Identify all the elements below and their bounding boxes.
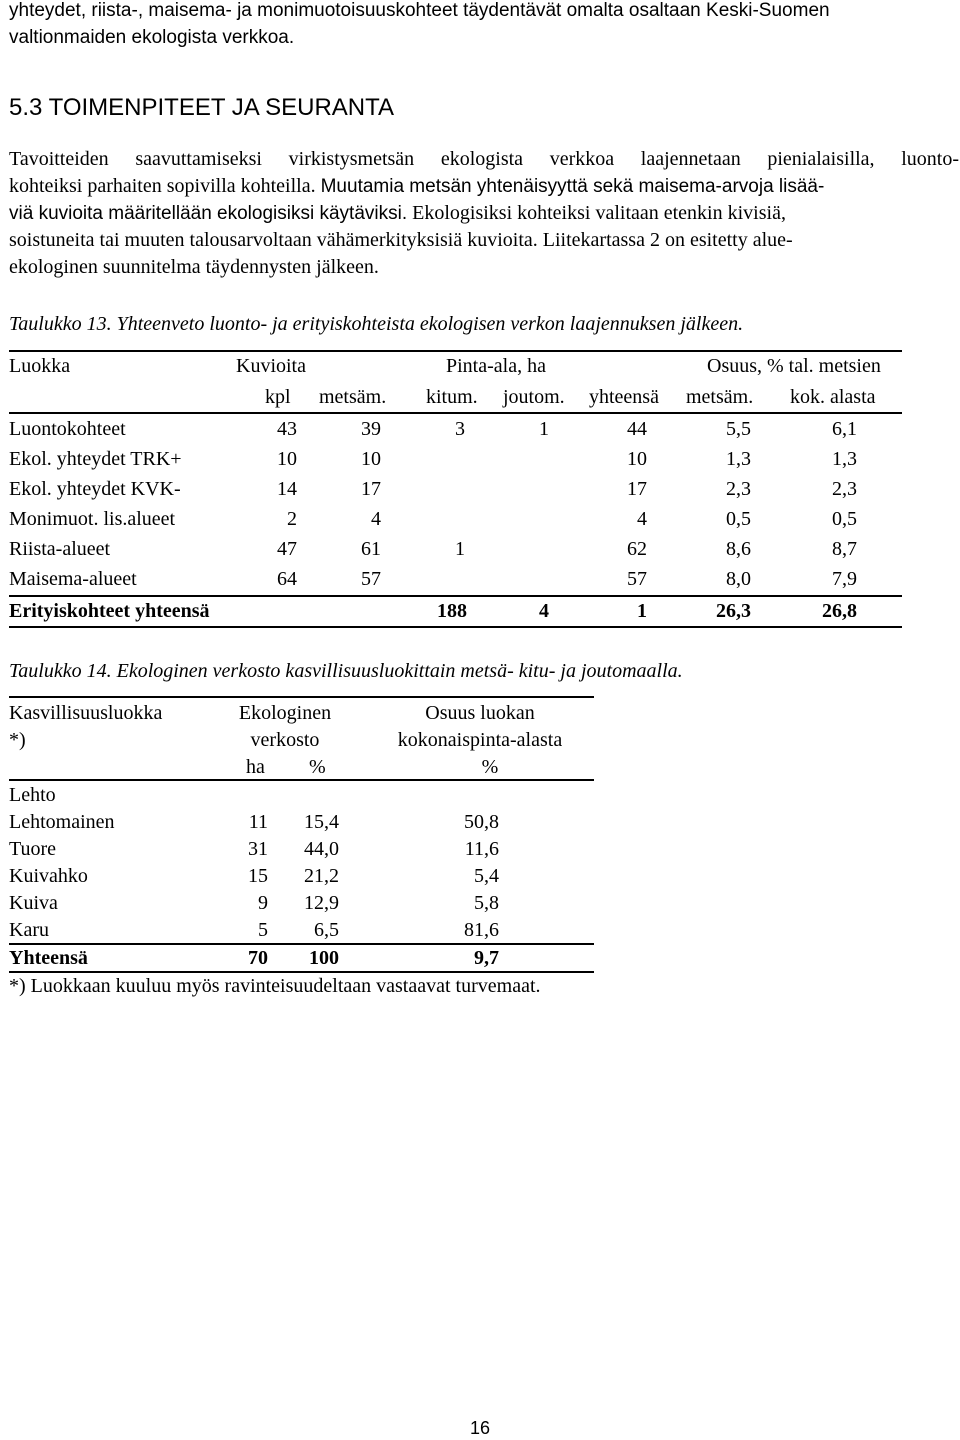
table13-cell-osuus-kok: 1,3 [832, 448, 857, 470]
table13-cell-osuus-kok: 7,9 [832, 568, 857, 590]
table13-cell-kpl: 2 [287, 508, 297, 530]
table13-caption: Taulukko 13. Yhteenveto luonto- ja erityiskohteista ekologisen verkon laajennuksen jälkeen. [9, 313, 744, 335]
table14-caption: Taulukko 14. Ekologinen verkosto kasvillisuusluokittain metsä- kitu- ja joutomaalla. [9, 660, 683, 682]
table13-cell-kpl: 64 [277, 568, 297, 590]
table13-cell-osuus-metsam: 5,5 [726, 418, 751, 440]
table13-header-joutom: joutom. [503, 386, 565, 408]
table13-row-name: Ekol. yhteydet TRK+ [9, 448, 182, 470]
paragraph-line: ekologinen suunnitelma täydennysten jälkeen. [9, 256, 379, 278]
table13-header-luokka: Luokka [9, 355, 71, 377]
table13-cell-kitum: 1 [455, 538, 465, 560]
table13-cell-osuus-metsam: 1,3 [726, 448, 751, 470]
table14-cell-pct: 21,2 [304, 865, 339, 887]
table14-total-osuus: 9,7 [474, 947, 499, 969]
table13-bottom-rule [9, 626, 902, 628]
table14-bottom-rule [9, 971, 594, 973]
table14-row-name: Tuore [9, 838, 57, 860]
intro-line: yhteydet, riista-, maisema- ja monimuotoisuuskohteet täydentävät omalta osaltaan Keski-Suomen [9, 0, 830, 21]
table14-cell-ha: 11 [248, 811, 268, 833]
table14-footnote: *) Luokkaan kuuluu myös ravinteisuudeltaan vastaavat turvemaat. [9, 975, 541, 997]
table13-cell-osuus-metsam: 8,6 [726, 538, 751, 560]
table13-cell-metsam: 10 [361, 448, 381, 470]
table14-header-kokonaispinta-ala: kokonaispinta-alasta [397, 729, 563, 751]
table13-cell-osuus-kok: 6,1 [832, 418, 857, 440]
table13-row-name: Maisema-alueet [9, 568, 137, 590]
page-number: 16 [470, 1418, 491, 1438]
table13-cell-metsam: 61 [361, 538, 381, 560]
table14-header-pct: % [309, 756, 326, 778]
table14-header-kasvillisuusluokka: Kasvillisuusluokka [9, 702, 163, 724]
table13-row-name: Luontokohteet [9, 418, 126, 440]
table14-header-osuus-pct: % [481, 756, 499, 778]
table13-cell-joutom: 1 [539, 418, 549, 440]
table14-cell-osuus: 11,6 [464, 838, 499, 860]
table13-cell-yht: 10 [627, 448, 647, 470]
table13-header-pinta-ala: Pinta-ala, ha [446, 355, 546, 377]
table14-total-rule [9, 943, 594, 945]
table14-cell-osuus: 50,8 [464, 811, 499, 833]
table13-cell-kpl: 47 [277, 538, 297, 560]
table14-cell-pct: 44,0 [304, 838, 339, 860]
table13-top-rule [9, 350, 902, 352]
table13-total-joutom: 1 [637, 600, 647, 622]
table14-header-rule [9, 779, 594, 781]
table14-cell-osuus: 5,4 [474, 865, 499, 887]
table14-header-osuus-luokan: Osuus luokan [425, 702, 535, 724]
table13-header-rule [9, 412, 902, 414]
table14-cell-pct: 15,4 [304, 811, 339, 833]
table14-total-pct: 100 [309, 947, 339, 969]
table14-cell-ha: 5 [258, 919, 268, 941]
table13-header-kitum: kitum. [426, 386, 478, 408]
table14-header-ha: ha [246, 756, 265, 778]
table13-cell-kpl: 43 [277, 418, 297, 440]
table13-cell-osuus-kok: 2,3 [832, 478, 857, 500]
table14-header-ekologinen: Ekologinen [238, 702, 332, 724]
table13-cell-yht: 4 [637, 508, 647, 530]
paragraph-line: kohteiksi parhaiten sopivilla kohteilla. Muutamia metsän yhtenäisyyttä sekä maisema-arvoja lisää- [9, 175, 825, 197]
table13-cell-yht: 62 [627, 538, 647, 560]
table13-cell-metsam: 39 [361, 418, 381, 440]
table13-header-metsam: metsäm. [319, 386, 387, 408]
table13-header-kpl: kpl [265, 386, 291, 408]
table13-cell-metsam: 4 [371, 508, 381, 530]
table13-cell-osuus-metsam: 2,3 [726, 478, 751, 500]
paragraph-line: soistuneita tai muuten talousarvoltaan vähämerkityksisiä kuvioita. Liitekartassa 2 on esitetty alue- [9, 229, 793, 251]
table14-cell-osuus: 81,6 [464, 919, 499, 941]
table13-cell-osuus-kok: 0,5 [832, 508, 857, 530]
table13-cell-yht: 17 [627, 478, 647, 500]
section-heading: 5.3 TOIMENPITEET JA SEURANTA [9, 94, 394, 121]
table14-total-name: Yhteensä [9, 947, 88, 969]
table13-total-rule [9, 595, 902, 597]
table14-row-name: Kuivahko [9, 865, 88, 887]
table14-top-rule [9, 696, 594, 698]
table14-row-name: Kuiva [9, 892, 58, 914]
table14-header-footnote-mark: *) [9, 729, 26, 751]
table13-row-name: Riista-alueet [9, 538, 111, 560]
table13-cell-osuus-kok: 8,7 [832, 538, 857, 560]
table14-row-name: Karu [9, 919, 49, 941]
table13-cell-kitum: 3 [455, 418, 465, 440]
table14-cell-ha: 9 [258, 892, 268, 914]
table14-cell-pct: 12,9 [304, 892, 339, 914]
table13-cell-kpl: 14 [277, 478, 297, 500]
table13-cell-osuus-metsam: 0,5 [726, 508, 751, 530]
table14-row-name: Lehto [9, 784, 56, 806]
table13-cell-yht: 57 [627, 568, 647, 590]
table14-cell-pct: 6,5 [314, 919, 339, 941]
table13-row-name: Ekol. yhteydet KVK- [9, 478, 181, 500]
table14-header-verkosto: verkosto [250, 729, 320, 751]
table14-total-ha: 70 [248, 947, 268, 969]
table13-cell-metsam: 17 [361, 478, 381, 500]
table13-total-metsam: 188 [437, 600, 467, 622]
table13-total-kitum: 4 [539, 600, 549, 622]
table13-total-osuus-metsam: 26,3 [716, 600, 751, 622]
table14-cell-osuus: 5,8 [474, 892, 499, 914]
table13-header-yhteensa: yhteensä [589, 386, 659, 408]
table14-row-name: Lehtomainen [9, 811, 115, 833]
table14-cell-ha: 31 [248, 838, 268, 860]
table13-total-osuus-kok: 26,8 [822, 600, 857, 622]
table13-cell-metsam: 57 [361, 568, 381, 590]
table13-cell-yht: 44 [627, 418, 647, 440]
table13-row-name: Monimuot. lis.alueet [9, 508, 176, 530]
table13-cell-osuus-metsam: 8,0 [726, 568, 751, 590]
table13-total-name: Erityiskohteet yhteensä [9, 600, 210, 622]
table13-header-kuvioita: Kuvioita [236, 355, 306, 377]
table13-header-kok-alasta: kok. alasta [790, 386, 876, 408]
intro-line: valtionmaiden ekologista verkkoa. [9, 27, 295, 48]
paragraph-line: viä kuvioita määritellään ekologisiksi käytäviksi. Ekologisiksi kohteiksi valitaan etenkin kivisiä, [9, 202, 786, 224]
table13-header-osuus: Osuus, % tal. metsien [707, 355, 881, 377]
table13-header-osuus-metsam: metsäm. [686, 386, 754, 408]
table14-cell-ha: 15 [248, 865, 268, 887]
table13-cell-kpl: 10 [277, 448, 297, 470]
paragraph-line: Tavoitteiden saavuttamiseksi virkistysmetsän ekologista verkkoa laajennetaan pienialaisilla, luonto- [9, 148, 959, 170]
